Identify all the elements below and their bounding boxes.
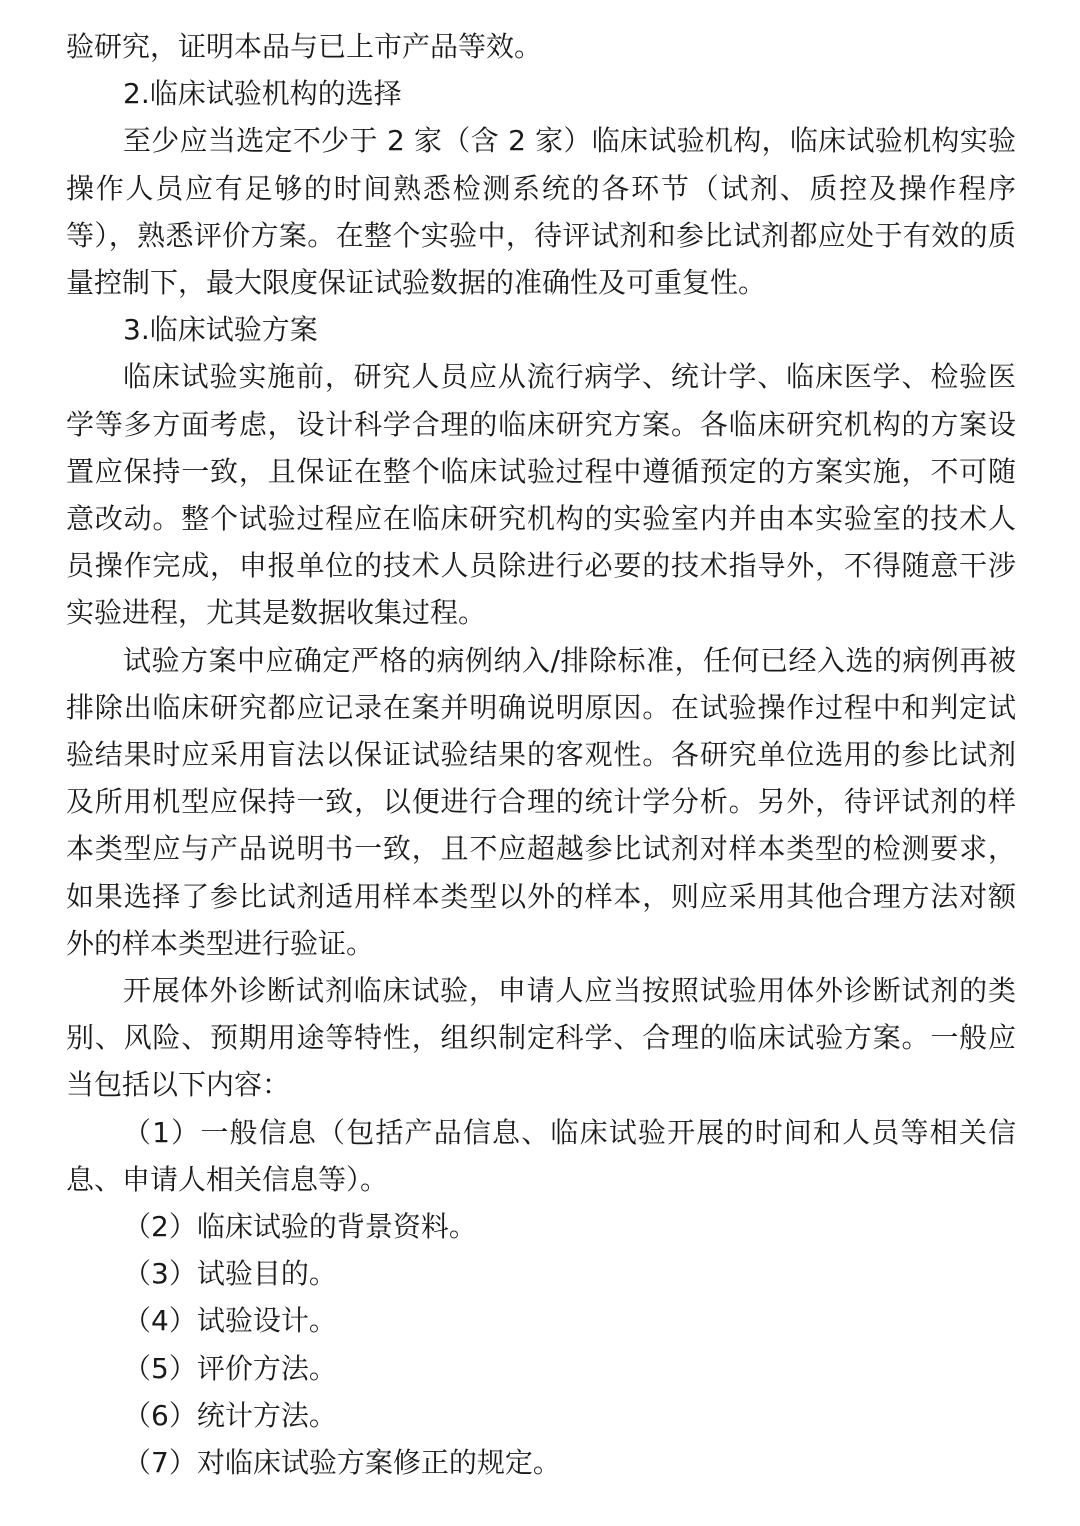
paragraph-protocol-contents-intro: 开展体外诊断试剂临床试验，申请人应当按照试验用体外诊断试剂的类别、风险、预期用途等特性，组织制定科学、合理的临床试验方案。一般应当包括以下内容： [66,974,1016,1102]
section-heading-institution-selection: 2.临床试验机构的选择 [123,77,402,111]
paragraph-inclusion-exclusion: 试验方案中应确定严格的病例纳入/排除标准，任何已经入选的病例再被排除出临床研究都应记录在案并明确说明原因。在试验操作过程中和判定试验结果时应采用盲法以保证试验结果的客观性。各研究单位选用的参比试剂及所用机型应保持一致，以便进行合理的统计学分析。另外，待评试剂的样本类型应与产品说明书一致，且不应超越参比试剂对样本类型的检测要求，如果选择了参比试剂适用样本类型以外的样本，则应采用其他合理方法对额外的样本类型进行验证。 [66,643,1016,960]
paragraph-protocol-design: 临床试验实施前，研究人员应从流行病学、统计学、临床医学、检验医学等多方面考虑，设计科学合理的临床研究方案。各临床研究机构的方案设置应保持一致，且保证在整个临床试验过程中遵循预定的方案实施，不可随意改动。整个试验过程应在临床研究机构的实验室内并由本实验室的技术人员操作完成，申报单位的技术人员除进行必要的技术指导外，不得随意干涉实验进程，尤其是数据收集过程。 [66,360,1016,630]
list-item: （3）试验目的。 [123,1257,337,1291]
list-item: （4）试验设计。 [123,1304,337,1338]
document-body [66,23,1016,1486]
list-item: （5）评价方法。 [123,1351,337,1385]
section-heading-trial-protocol: 3.临床试验方案 [123,313,318,347]
paragraph-continuation: 验研究，证明本品与已上市产品等效。 [66,30,543,63]
list-item: （7）对临床试验方案修正的规定。 [123,1446,561,1480]
list-item: （1）一般信息（包括产品信息、临床试验开展的时间和人员等相关信息、申请人相关信息等）。 [66,1115,1016,1196]
paragraph-institution-requirements: 至少应当选定不少于 2 家（含 2 家）临床试验机构，临床试验机构实验操作人员应有足够的时间熟悉检测系统的各环节（试剂、质控及操作程序等），熟悉评价方案。在整个实验中，待评试剂和参比试剂都应处于有效的质量控制下，最大限度保证试验数据的准确性及可重复性。 [66,124,1016,300]
list-item: （6）统计方法。 [123,1398,337,1432]
list-item: （2）临床试验的背景资料。 [123,1210,477,1244]
